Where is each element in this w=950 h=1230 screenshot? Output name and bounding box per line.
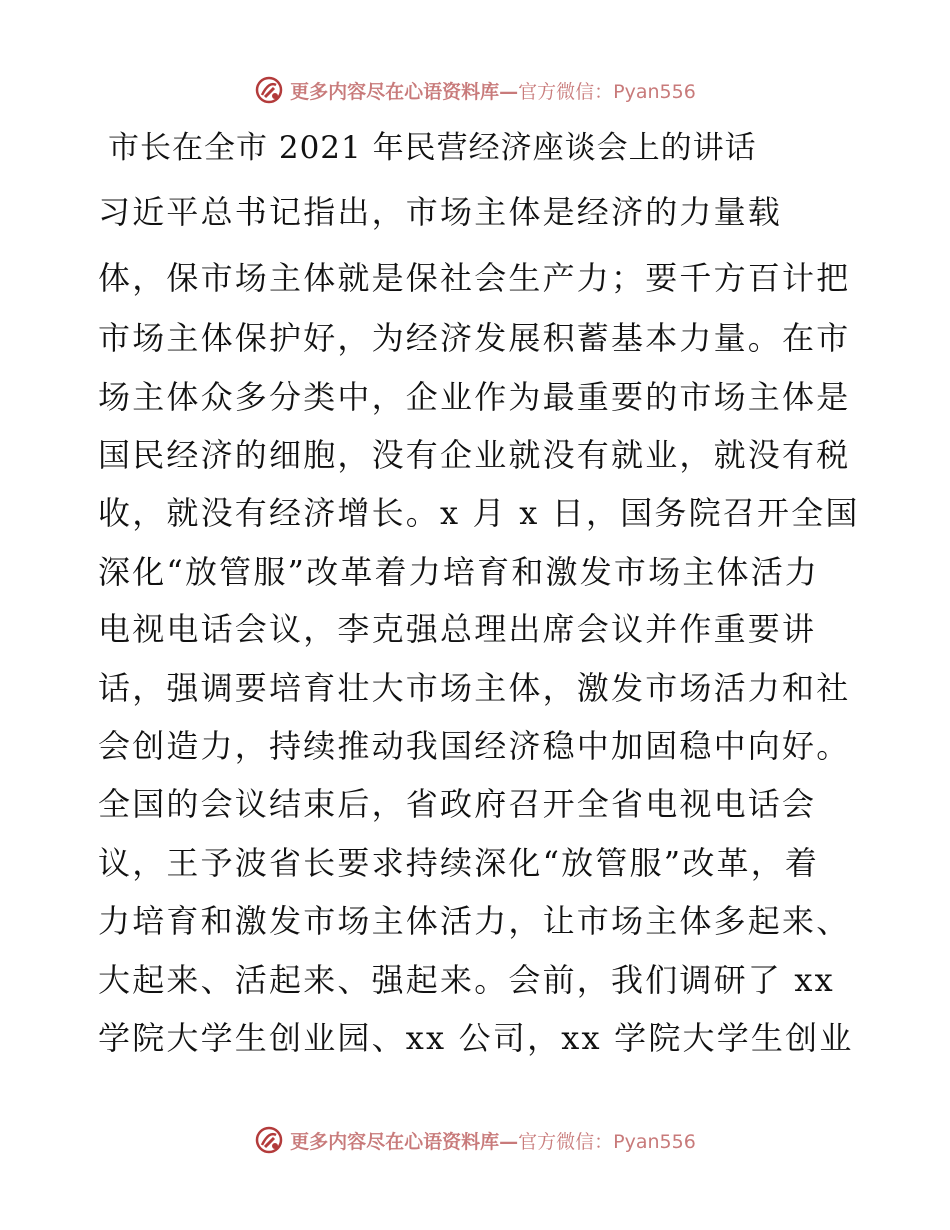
body-line: 学院大学生创业园、xx 公司，xx 学院大学生创业 [98,1019,854,1057]
watermark-text: 更多内容尽在心语资料库— [290,1130,519,1153]
body-line: 市场主体保护好，为经济发展积蓄基本力量。在市 [98,319,851,357]
body-line: 会创造力，持续推动我国经济稳中加固稳中向好。 [98,727,851,765]
watermark-text: 更多内容尽在心语资料库— [290,80,519,103]
body-line: 深化“放管服”改革着力培育和激发市场主体活力 [98,553,820,591]
body-line: 大起来、活起来、强起来。会前，我们调研了 xx [98,961,835,999]
body-line: 习近平总书记指出，市场主体是经济的力量载 [98,193,783,231]
body-line: 国民经济的细胞，没有企业就没有就业，就没有税 [98,436,851,474]
body-line: 议，王予波省长要求持续深化“放管服”改革，着 [98,844,820,882]
body-line: 体，保市场主体就是保社会生产力；要千方百计把 [98,259,851,297]
body-line: 电视电话会议，李克强总理出席会议并作重要讲 [98,610,817,648]
footer-watermark [0,1120,950,1160]
watermark-official-account: 官方微信：Pyan556 [518,80,696,103]
body-line: 全国的会议结束后，省政府召开全省电视电话会 [98,785,817,823]
document-title: 市长在全市 2021 年民营经济座谈会上的讲话 [108,130,757,166]
library-logo-icon [254,1125,284,1155]
body-line: 话，强调要培育壮大市场主体，激发市场活力和社 [98,669,851,707]
header-watermark [0,70,950,110]
body-line: 力培育和激发市场主体活力，让市场主体多起来、 [98,902,851,940]
library-logo-icon [254,75,284,105]
body-line: 收，就没有经济增长。x 月 x 日，国务院召开全国 [98,494,860,532]
body-line: 场主体众多分类中，企业作为最重要的市场主体是 [98,378,851,416]
watermark-official-account: 官方微信：Pyan556 [518,1130,696,1153]
